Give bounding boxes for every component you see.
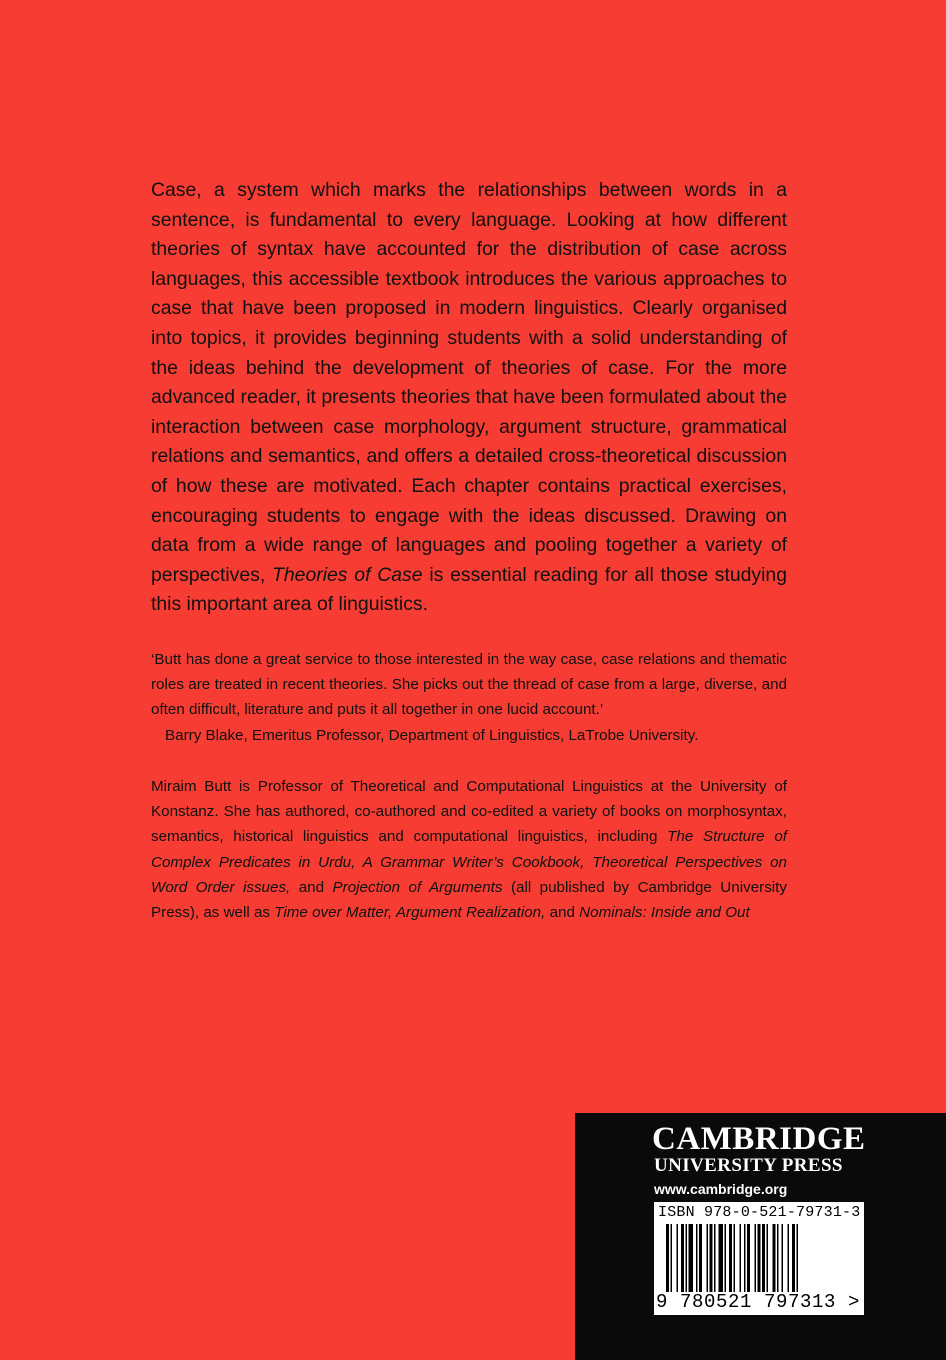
barcode-bar: [671, 1224, 673, 1292]
bio-text-2: and: [298, 878, 325, 896]
book-title-italic: Theories of Case: [272, 563, 423, 586]
barcode-bar: [686, 1224, 688, 1292]
barcode-bar: [677, 1224, 679, 1292]
barcode-bar: [782, 1224, 784, 1292]
publisher-url: www.cambridge.org: [654, 1181, 788, 1197]
barcode-bar: [773, 1224, 776, 1292]
barcode-bar: [707, 1224, 709, 1292]
barcode-bar: [797, 1224, 799, 1292]
barcode-bar: [788, 1224, 790, 1292]
barcode-panel: [654, 1202, 864, 1315]
barcode-bar: [755, 1224, 757, 1292]
barcode-bar: [719, 1224, 724, 1292]
barcode-bar: [681, 1224, 684, 1292]
bio-book-3: Time over Matter, Argument Realization,: [274, 904, 546, 922]
barcode-bar: [762, 1224, 765, 1292]
barcode-bar: [710, 1224, 713, 1292]
author-bio: [151, 774, 787, 925]
barcode-bar: [729, 1224, 732, 1292]
review-quote: [151, 647, 787, 748]
barcode-bars-icon: [666, 1224, 852, 1292]
barcode-bar: [689, 1224, 694, 1292]
review-text: ‘Butt has done a great service to those interested in the way case, case relations and thematic roles are treated in recent theories. She picks out the thread of case from a large, diverse, and often difficult, literature and puts it all together in one lucid account.’: [151, 651, 787, 719]
barcode-bar: [734, 1224, 736, 1292]
barcode-bar: [740, 1224, 742, 1292]
review-attribution: Barry Blake, Emeritus Professor, Department of Linguistics, LaTrobe University.: [165, 726, 699, 744]
barcode-bar: [777, 1224, 779, 1292]
publisher-logo-name: CAMBRIDGE: [652, 1121, 866, 1157]
barcode-bar: [666, 1224, 669, 1292]
bio-book-4: Nominals: Inside and Out: [579, 904, 750, 922]
bio-book-1: The Structure of Complex Predicates in Urdu, A Grammar Writer’s Cookbook, Theoretical Perspectives on Word Order issues,: [151, 828, 787, 896]
bio-text-4: and: [549, 904, 575, 922]
bio-book-2: Projection of Arguments: [332, 878, 503, 896]
publisher-block: [575, 1113, 946, 1360]
barcode-bar: [714, 1224, 716, 1292]
barcode-bar: [758, 1224, 761, 1292]
bio-text-1: Miraim Butt is Professor of Theoretical and Computational Linguistics at the University of Konstanz. She has authored, co-authored and co-edited a variety of books on morphosyntax, semantics, historical linguistics and computational linguistics, including: [151, 778, 787, 846]
barcode-bar: [747, 1224, 750, 1292]
bio-text-3: (all published by Cambridge University Press), as well as: [151, 878, 787, 922]
book-description: [151, 176, 787, 620]
publisher-logo-subtitle: UNIVERSITY PRESS: [654, 1155, 843, 1176]
barcode-bar: [725, 1224, 727, 1292]
barcode-bar: [744, 1224, 746, 1292]
barcode-bar: [696, 1224, 698, 1292]
description-part2: is essential reading for all those studying this important area of linguistics.: [151, 563, 788, 616]
barcode-bar: [792, 1224, 795, 1292]
description-part1: Case, a system which marks the relationships between words in a sentence, is fundamental to every language. Looking at how different theories of syntax have accounted for the distribution of case across languages, this accessible textbook introduces the various approaches to case that have been proposed in modern linguistics. Clearly organised into topics, it provides beginning students with a solid understanding of the ideas behind the development of theories of case. For the more advanced reader, it presents theories that have been formulated about the interaction between case morphology, argument structure, grammatical relations and semantics, and offers a detailed cross-theoretical discussion of how these are motivated. Each chapter contains practical exercises, encouraging students to engage with the ideas discussed. Drawing on data from a wide range of languages and pooling together a variety of perspectives,: [151, 179, 788, 586]
barcode-bar: [699, 1224, 702, 1292]
barcode-bar: [767, 1224, 769, 1292]
barcode-digits: 9 780521 797313 >: [656, 1291, 861, 1313]
isbn-label: ISBN 978-0-521-79731-3: [658, 1204, 861, 1221]
